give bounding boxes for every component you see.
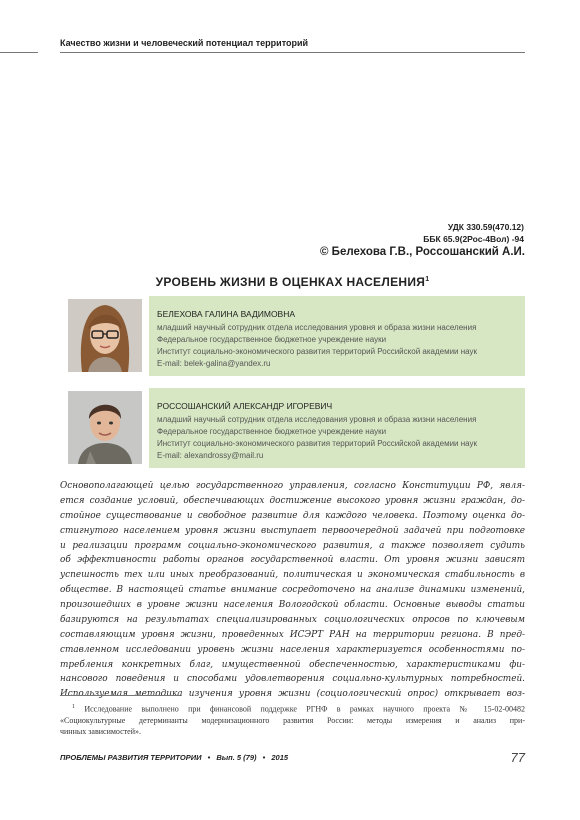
footer-separator: •: [207, 753, 211, 762]
author-info-panel: [149, 388, 525, 468]
abstract-line: об эффективности работы органов государственной власти. От уровня жизни зависят: [60, 555, 525, 566]
journal-footer: [60, 753, 525, 762]
author-position: младший научный сотрудник отдела исследования уровня и образа жизни населения: [157, 415, 477, 424]
running-head-text: Качество жизни и человеческий потенциал территорий: [60, 38, 309, 48]
portrait-image-woman: [68, 299, 142, 372]
journal-year: 2015: [271, 753, 289, 762]
author-institution-type: Федеральное государственное бюджетное учреждение науки: [157, 335, 387, 344]
running-head: [60, 38, 525, 53]
footnote: [60, 702, 525, 737]
author-card-belekhova: [60, 296, 525, 376]
abstract-line: базируются на результатах специализированных социологических опросов по ключевым: [60, 614, 525, 625]
author-email[interactable]: E-mail: alexandrossy@mail.ru: [157, 451, 264, 460]
author-institution-type: Федеральное государственное бюджетное учреждение науки: [157, 427, 387, 436]
abstract-line: успешность тех или иных преобразований, политическая и экономическая стабильность в: [60, 570, 525, 581]
abstract-line: составляющим уровня жизни, проведенных ИСЭРТ РАН на территории региона. В пред-: [60, 629, 525, 640]
abstract-line: произошедших в уровне жизни населения Вологодской области. Основные выводы статьи: [60, 600, 525, 610]
footnote-line: «Социокультурные детерминанты модернизационного развития России: методы измерения и анализ при-: [60, 715, 525, 725]
udc-code: УДК 330.59(470.12): [447, 222, 524, 232]
author-info-panel: [149, 296, 525, 376]
page-number: 77: [510, 750, 525, 765]
footnote-line: [60, 702, 525, 715]
footnote-mark: 1: [72, 704, 75, 710]
portrait-image-man: [68, 391, 142, 464]
abstract-line: требления конкретных благ, имущественной обеспеченностью, характеристиками фи-: [60, 659, 525, 670]
abstract-line: стойное существование и свободное развитие для каждого человека. Поэтому оценка до-: [60, 510, 525, 521]
author-photo-woman: [68, 299, 142, 372]
author-position: младший научный сотрудник отдела исследования уровня и образа жизни населения: [157, 323, 477, 332]
abstract-line: ставленном исследовании уровень жизни населения характеризуется особенностями по-: [60, 644, 525, 655]
bbk-code: ББК 65.9(2Рос-4Вол) -94: [423, 234, 524, 244]
journal-name: ПРОБЛЕМЫ РАЗВИТИЯ ТЕРРИТОРИИ: [60, 753, 202, 762]
abstract-line: Используемая методика изучения уровня жизни (социологический опрос) открывает воз-: [60, 689, 525, 700]
footnote-line: чинных зависимостей».: [60, 726, 141, 736]
footer-separator: •: [262, 753, 266, 762]
article-title: [60, 275, 525, 289]
abstract: [60, 479, 525, 702]
author-name: БЕЛЕХОВА ГАЛИНА ВАДИМОВНА: [157, 309, 296, 319]
abstract-line: нансового поведения и способами удовлетворения социально-культурных потребностей.: [60, 674, 525, 685]
header-rule-left: [0, 52, 38, 53]
abstract-line: стигнутого населением уровня жизни выступает первоочередной задачей при подготовке: [60, 525, 525, 536]
article-title-text: УРОВЕНЬ ЖИЗНИ В ОЦЕНКАХ НАСЕЛЕНИЯ: [155, 275, 426, 289]
author-card-rossoshansky: [60, 388, 525, 468]
journal-issue: Вып. 5 (79): [216, 753, 257, 762]
authors-copyright: © Белехова Г.В., Россошанский А.И.: [320, 246, 525, 258]
abstract-line: и реализации программ социально-экономического развития, а также позволяет судить: [60, 540, 525, 551]
title-footnote-mark: 1: [425, 276, 430, 283]
abstract-line: ется создание условий, обеспечивающих достижение высокого уровня жизни граждан, до-: [60, 495, 525, 506]
author-institution: Институт социально-экономического развития территорий Российской академии наук: [157, 439, 478, 448]
author-institution: Институт социально-экономического развития территорий Российской академии наук: [157, 347, 478, 356]
author-email[interactable]: E-mail: belek-galina@yandex.ru: [157, 359, 271, 368]
abstract-line: обществе. В настоящей статье внимание сосредоточено на анализе динамики изменений,: [60, 585, 525, 596]
footnote-rule: [60, 695, 180, 696]
author-name: РОССОШАНСКИЙ АЛЕКСАНДР ИГОРЕВИЧ: [157, 401, 333, 411]
abstract-line: Основополагающей целью государственного управления, согласно Конституции РФ, явля-: [60, 481, 525, 491]
footnote-text: Исследование выполнено при финансовой поддержке РГНФ в рамках научного проекта № 15-02-00482: [75, 704, 525, 714]
author-photo-man: [68, 391, 142, 464]
